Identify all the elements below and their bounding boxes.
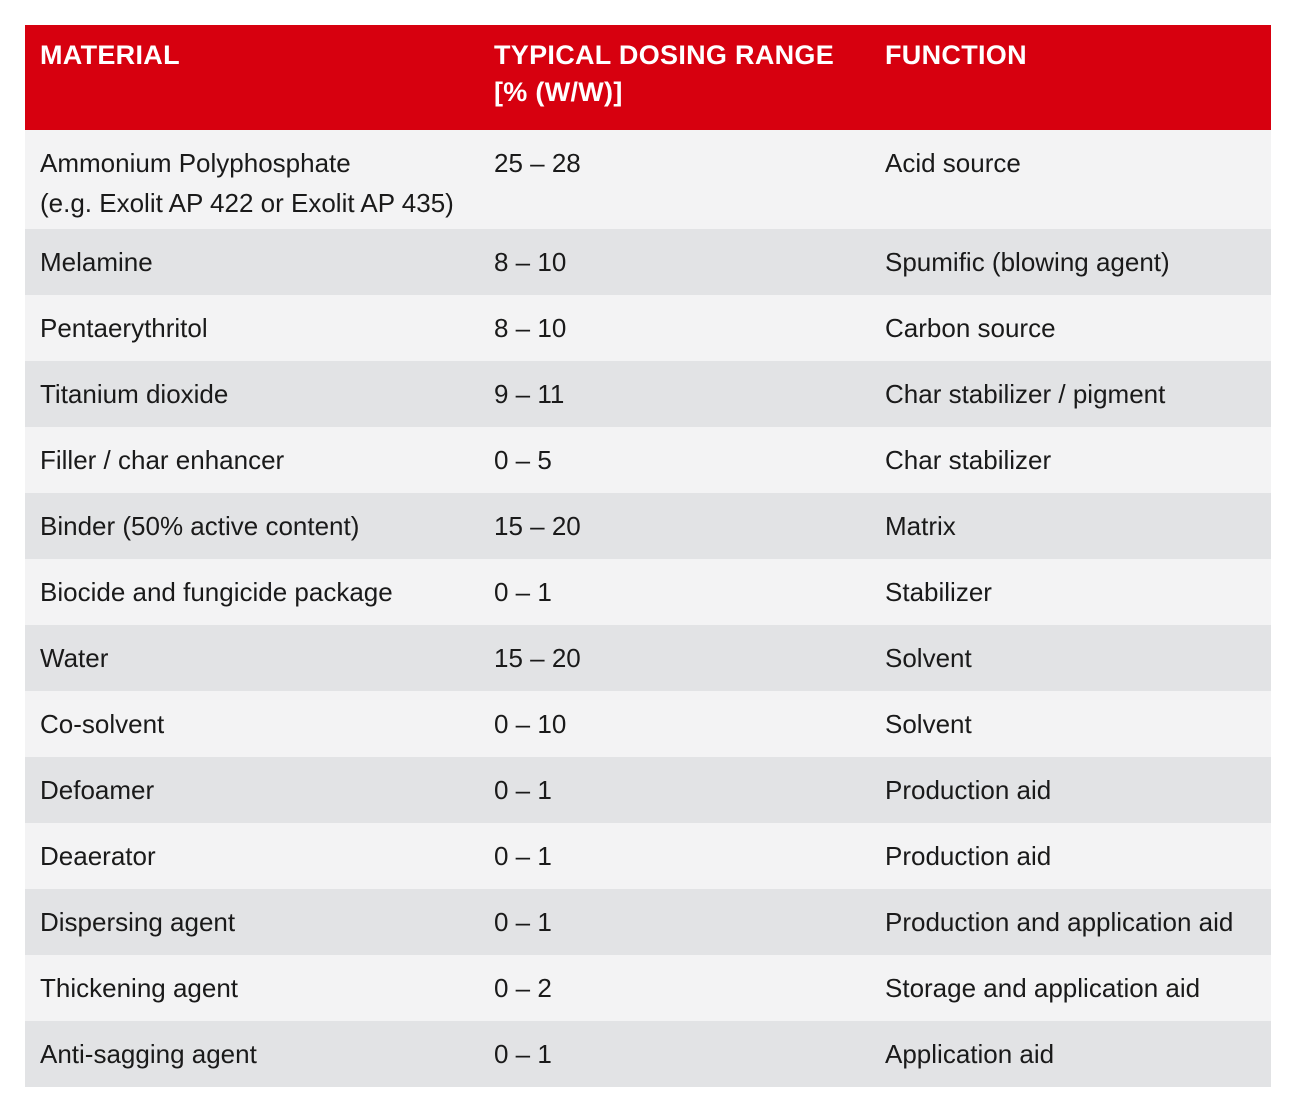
cell-dosing: 25 – 28 xyxy=(494,148,581,178)
cell-function: Production aid xyxy=(885,775,1052,805)
cell-function: Acid source xyxy=(885,148,1021,178)
cell-function: Application aid xyxy=(885,1039,1055,1069)
table-header xyxy=(25,25,1271,130)
table-row xyxy=(25,229,1271,295)
cell-function: Solvent xyxy=(885,709,972,739)
table-row xyxy=(25,1021,1271,1087)
cell-material: Anti-sagging agent xyxy=(40,1039,257,1069)
table-row xyxy=(25,757,1271,823)
cell-material: Co-solvent xyxy=(40,709,165,739)
cell-material: Thickening agent xyxy=(40,973,239,1003)
cell-dosing: 0 – 1 xyxy=(494,841,552,871)
table-row xyxy=(25,625,1271,691)
cell-function: Stabilizer xyxy=(885,577,992,607)
cell-dosing: 0 – 10 xyxy=(494,709,567,739)
cell-dosing: 0 – 1 xyxy=(494,907,552,937)
cell-function: Spumific (blowing agent) xyxy=(885,247,1170,277)
cell-material: Melamine xyxy=(40,247,153,277)
formulation-table-container xyxy=(25,25,1271,1087)
cell-material-line2: (e.g. Exolit AP 422 or Exolit AP 435) xyxy=(40,188,454,218)
table-row xyxy=(25,955,1271,1021)
table-row xyxy=(25,493,1271,559)
cell-material: Water xyxy=(40,643,109,673)
header-row xyxy=(25,25,1271,130)
cell-function: Storage and application aid xyxy=(885,973,1201,1003)
header-material: MATERIAL xyxy=(25,25,479,130)
cell-function: Matrix xyxy=(885,511,956,541)
cell-dosing: 0 – 5 xyxy=(494,445,552,475)
table-row xyxy=(25,361,1271,427)
cell-material xyxy=(25,130,479,229)
cell-material: Binder (50% active content) xyxy=(40,511,360,541)
cell-dosing: 0 – 1 xyxy=(494,1039,552,1069)
cell-dosing: 0 – 1 xyxy=(494,775,552,805)
cell-function: Carbon source xyxy=(885,313,1056,343)
table-row xyxy=(25,427,1271,493)
cell-material: Pentaerythritol xyxy=(40,313,208,343)
table-row xyxy=(25,691,1271,757)
cell-material: Biocide and fungicide package xyxy=(40,577,393,607)
cell-material: Titanium dioxide xyxy=(40,379,229,409)
cell-material: Filler / char enhancer xyxy=(40,445,285,475)
table-row xyxy=(25,130,1271,229)
table-row xyxy=(25,823,1271,889)
cell-function: Production and application aid xyxy=(885,907,1234,937)
header-function: FUNCTION xyxy=(870,25,1271,130)
cell-dosing: 0 – 1 xyxy=(494,577,552,607)
cell-material: Dispersing agent xyxy=(40,907,236,937)
cell-function: Char stabilizer xyxy=(885,445,1052,475)
table-row xyxy=(25,559,1271,625)
header-dosing-line1: TYPICAL DOSING RANGE xyxy=(494,40,835,70)
cell-dosing: 0 – 2 xyxy=(494,973,552,1003)
cell-dosing: 15 – 20 xyxy=(494,511,581,541)
formulation-table xyxy=(25,25,1271,1087)
cell-function: Solvent xyxy=(885,643,972,673)
cell-function: Char stabilizer / pigment xyxy=(885,379,1166,409)
cell-dosing: 9 – 11 xyxy=(494,379,565,409)
table-body xyxy=(25,130,1271,1087)
header-dosing-range xyxy=(479,25,870,130)
header-dosing-line2: [% (W/W)] xyxy=(494,77,623,107)
table-row xyxy=(25,295,1271,361)
cell-dosing: 15 – 20 xyxy=(494,643,581,673)
cell-material-line1: Ammonium Polyphosphate xyxy=(40,148,351,178)
cell-dosing: 8 – 10 xyxy=(494,247,567,277)
cell-material: Defoamer xyxy=(40,775,155,805)
cell-dosing: 8 – 10 xyxy=(494,313,567,343)
cell-material: Deaerator xyxy=(40,841,156,871)
table-row xyxy=(25,889,1271,955)
cell-function: Production aid xyxy=(885,841,1052,871)
